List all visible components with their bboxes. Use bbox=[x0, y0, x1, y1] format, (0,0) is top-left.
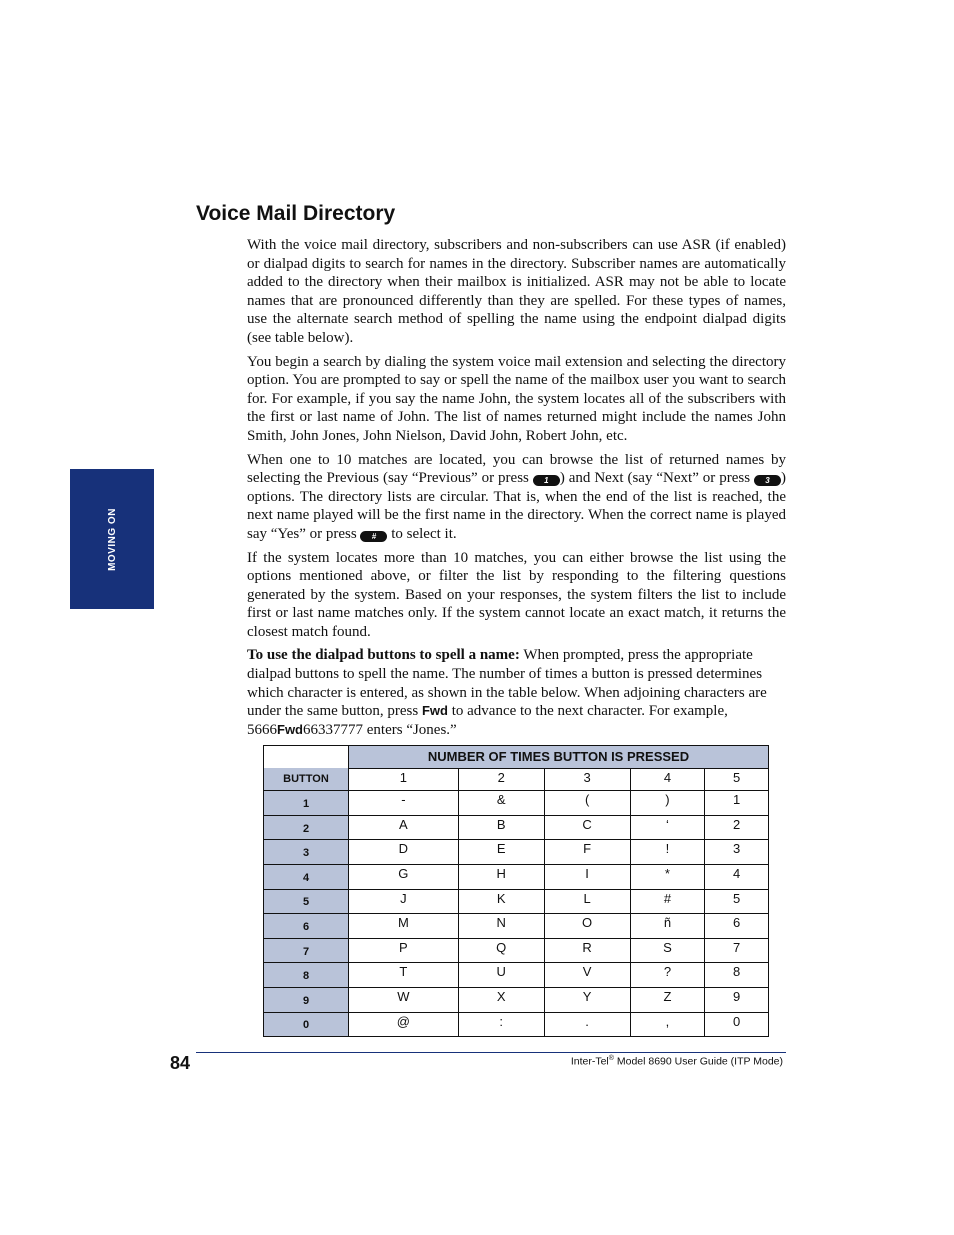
spell-text-b: to advance to the next character. For example, 5666 bbox=[247, 703, 728, 738]
character-cell: ? bbox=[630, 963, 705, 988]
character-cell: 4 bbox=[705, 864, 769, 889]
character-cell: V bbox=[544, 963, 630, 988]
press-count-cell: 3 bbox=[544, 768, 630, 791]
page-number: 84 bbox=[170, 1053, 191, 1073]
section-side-tab bbox=[70, 469, 154, 609]
character-cell: Q bbox=[458, 938, 544, 963]
character-cell: ( bbox=[544, 791, 630, 816]
character-cell: U bbox=[458, 963, 544, 988]
character-cell: A bbox=[349, 815, 459, 840]
character-cell: D bbox=[349, 840, 459, 865]
spell-text-c: 66337777 enters “Jones.” bbox=[303, 721, 457, 738]
table-row bbox=[264, 840, 769, 865]
character-cell: N bbox=[458, 914, 544, 939]
footer-guide-title bbox=[571, 1055, 783, 1068]
character-cell: 0 bbox=[705, 1012, 769, 1037]
character-cell: 6 bbox=[705, 914, 769, 939]
dialpad-character-table bbox=[263, 745, 769, 1037]
registered-mark: ® bbox=[608, 1055, 614, 1062]
table-row bbox=[264, 791, 769, 816]
fwd-key-label: Fwd bbox=[277, 721, 303, 737]
paragraph-spell bbox=[247, 646, 786, 739]
spell-text-a: When prompted, press the appropriate dialpad buttons to spell the name. The number of times a button is pressed determines which character is entered, as shown in the table below. When adjoining characters are under the same button, press bbox=[247, 647, 767, 720]
press-count-cell: 1 bbox=[349, 768, 459, 791]
side-tab-label: MOVING ON bbox=[106, 507, 118, 571]
paragraph-filter: If the system locates more than 10 matches, you can either browse the list using the options mentioned above, or filter the list by responding to the filtering questions generated by the system. Based on your responses, the system filters the list to include first or last name matches only. If the system cannot locate an exact match, it returns the closest match found. bbox=[247, 549, 786, 640]
button-cell: 7 bbox=[264, 938, 349, 963]
browse-text-c: ) options. The directory lists are circular. That is, when the end of the list is reached, the next name played will be the first name in the directory. When the correct name is played say “Yes” or press bbox=[247, 470, 786, 542]
character-cell: - bbox=[349, 791, 459, 816]
table-corner-cell bbox=[264, 746, 349, 769]
button-cell: 1 bbox=[264, 791, 349, 816]
browse-text-a: When one to 10 matches are located, you can browse the list of returned names by selecting the Previous (say “Previous” or press bbox=[247, 451, 786, 487]
character-cell: # bbox=[630, 889, 705, 914]
button-cell: 8 bbox=[264, 963, 349, 988]
character-cell: I bbox=[544, 864, 630, 889]
character-cell: R bbox=[544, 938, 630, 963]
table-row bbox=[264, 938, 769, 963]
character-cell: S bbox=[630, 938, 705, 963]
character-cell: H bbox=[458, 864, 544, 889]
character-cell: ! bbox=[630, 840, 705, 865]
character-cell: L bbox=[544, 889, 630, 914]
character-cell: J bbox=[349, 889, 459, 914]
table-row bbox=[264, 889, 769, 914]
button-cell: 5 bbox=[264, 889, 349, 914]
button-cell: 2 bbox=[264, 815, 349, 840]
dialpad-key-3-icon: 3 bbox=[754, 475, 781, 486]
character-cell: ) bbox=[630, 791, 705, 816]
table-row bbox=[264, 864, 769, 889]
character-cell: Z bbox=[630, 987, 705, 1012]
dialpad-key-hash-icon: # bbox=[360, 531, 387, 542]
press-count-row bbox=[264, 768, 769, 791]
character-cell: 9 bbox=[705, 987, 769, 1012]
character-cell: & bbox=[458, 791, 544, 816]
footer-rule bbox=[196, 1052, 786, 1053]
character-cell: K bbox=[458, 889, 544, 914]
table-body bbox=[264, 746, 769, 1037]
side-tab-label-wrap bbox=[70, 469, 154, 609]
character-cell: ‘ bbox=[630, 815, 705, 840]
page-title: Voice Mail Directory bbox=[196, 202, 396, 225]
button-cell: 0 bbox=[264, 1012, 349, 1037]
press-count-cell: 5 bbox=[705, 768, 769, 791]
button-cell: 6 bbox=[264, 914, 349, 939]
button-cell: 4 bbox=[264, 864, 349, 889]
character-cell: * bbox=[630, 864, 705, 889]
spell-lead: To use the dialpad buttons to spell a name: bbox=[247, 647, 520, 664]
character-cell: 3 bbox=[705, 840, 769, 865]
character-cell: X bbox=[458, 987, 544, 1012]
footer-brand: Inter-Tel bbox=[570, 1055, 609, 1068]
character-cell: P bbox=[349, 938, 459, 963]
press-count-cell: 2 bbox=[458, 768, 544, 791]
table-row bbox=[264, 963, 769, 988]
browse-text-d: to select it. bbox=[387, 525, 457, 542]
character-cell: 7 bbox=[705, 938, 769, 963]
table-row bbox=[264, 815, 769, 840]
paragraph-browse bbox=[247, 451, 786, 544]
character-cell: Y bbox=[544, 987, 630, 1012]
table-header-row bbox=[264, 746, 769, 769]
character-cell: M bbox=[349, 914, 459, 939]
character-cell: @ bbox=[349, 1012, 459, 1037]
character-cell: G bbox=[349, 864, 459, 889]
paragraph-intro: With the voice mail directory, subscribers and non-subscribers can use ASR (if enabled) or dialpad digits to search for names in the directory. Subscriber names are automatically added to the directory when their mailbox is initialized. ASR may not be able to locate names that are pronounced differently than they are spelled. For these types of names, use the alternate search method of spelling the name using the endpoint dialpad digits (see table below). bbox=[247, 237, 786, 346]
character-cell: 1 bbox=[705, 791, 769, 816]
character-cell: , bbox=[630, 1012, 705, 1037]
button-cell: 3 bbox=[264, 840, 349, 865]
character-cell: . bbox=[544, 1012, 630, 1037]
character-cell: O bbox=[544, 914, 630, 939]
character-cell: : bbox=[458, 1012, 544, 1037]
fwd-key-label: Fwd bbox=[421, 703, 448, 719]
table-row bbox=[264, 914, 769, 939]
character-cell: 2 bbox=[705, 815, 769, 840]
table-header: NUMBER OF TIMES BUTTON IS PRESSED bbox=[349, 746, 769, 769]
browse-text-b: ) and Next (say “Next” or press bbox=[559, 470, 754, 487]
character-cell: C bbox=[544, 815, 630, 840]
character-cell: E bbox=[458, 840, 544, 865]
character-cell: T bbox=[349, 963, 459, 988]
footer-guide-name: Model 8690 User Guide (ITP Mode) bbox=[613, 1055, 783, 1068]
press-count-cell: 4 bbox=[630, 768, 705, 791]
dialpad-key-1-icon: 1 bbox=[533, 475, 560, 486]
character-cell: ñ bbox=[630, 914, 705, 939]
character-cell: W bbox=[349, 987, 459, 1012]
table-row bbox=[264, 987, 769, 1012]
character-cell: F bbox=[544, 840, 630, 865]
button-cell: 9 bbox=[264, 987, 349, 1012]
button-column-header: BUTTON bbox=[264, 768, 349, 791]
character-cell: 5 bbox=[705, 889, 769, 914]
paragraph-search: You begin a search by dialing the system voice mail extension and selecting the directory option. You are prompted to say or spell the name of the mailbox user you want to search for. For example, if you say the name John, the system locates all of the subscribers with the first or last name of John. The list of names returned might include the names John Smith, John Jones, John Nielson, David John, Robert John, etc. bbox=[247, 353, 786, 444]
character-cell: 8 bbox=[705, 963, 769, 988]
table-row bbox=[264, 1012, 769, 1037]
character-cell: B bbox=[458, 815, 544, 840]
body-text bbox=[247, 236, 786, 744]
